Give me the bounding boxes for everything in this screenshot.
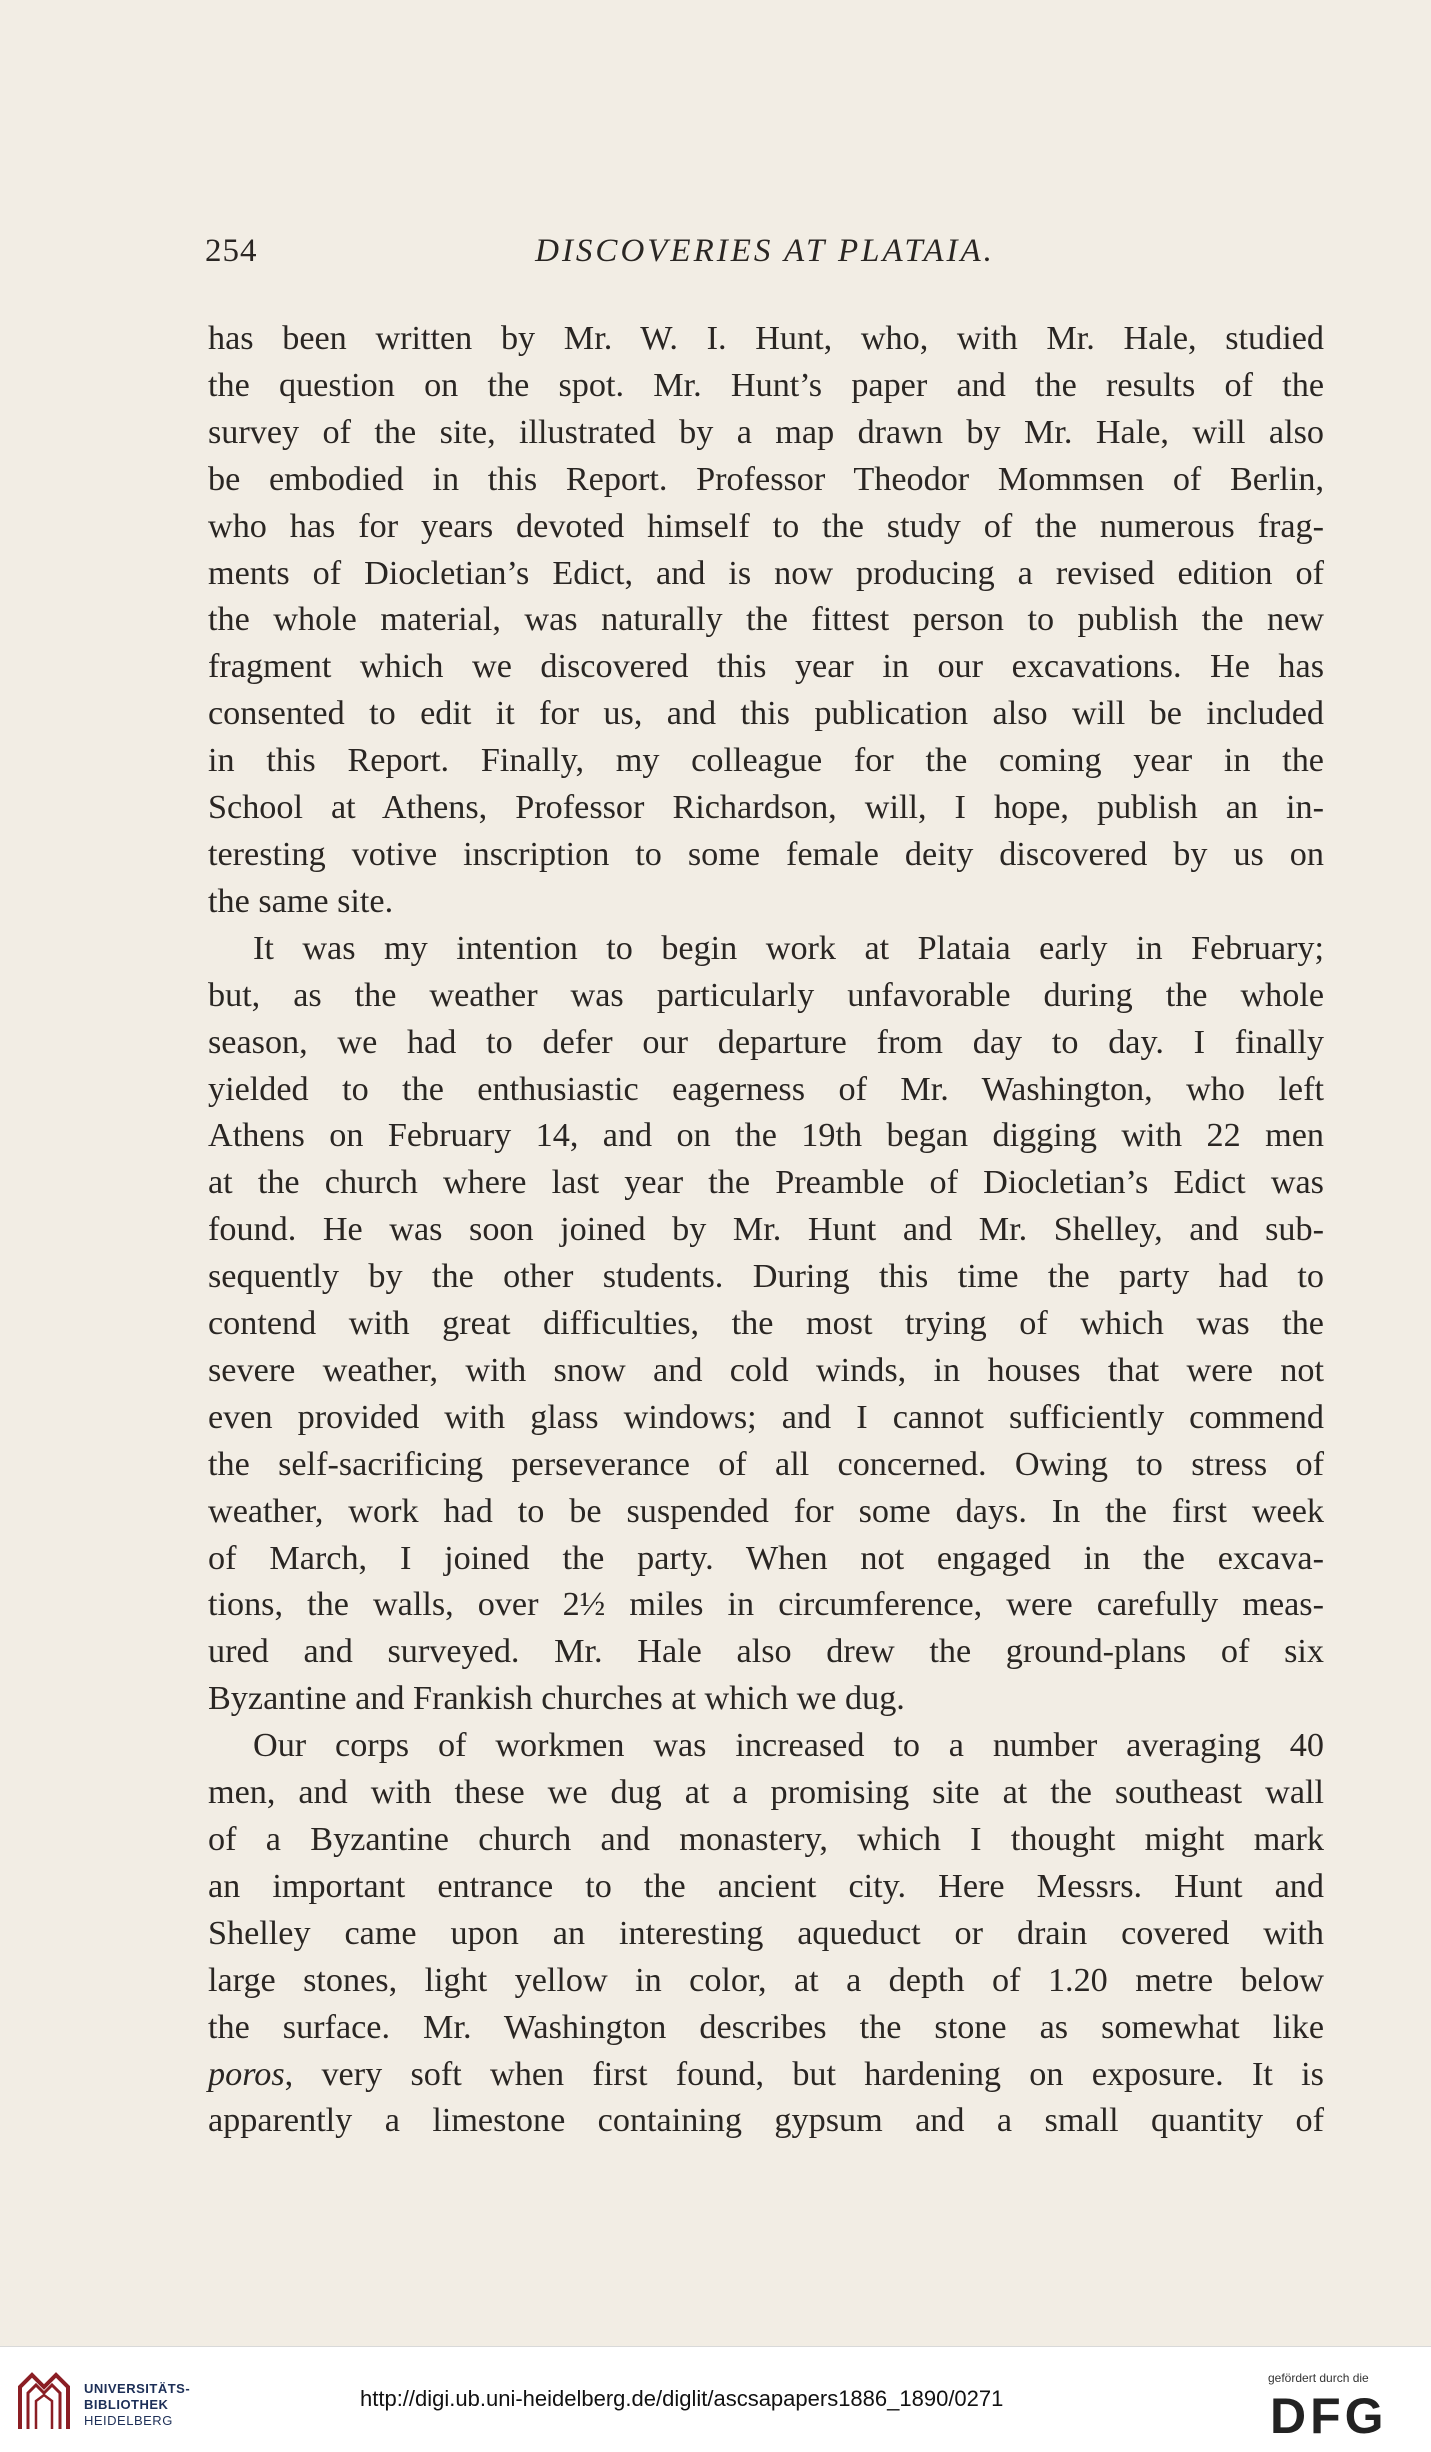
text-line: the self-sacrificing perseverance of all concerned. Owing to stress of: [208, 1445, 1324, 1483]
text-line: fragment which we discovered this year in our excavations. He has: [208, 648, 1324, 686]
page-header: [205, 233, 1325, 283]
text-line: apparently a limestone containing gypsum and a small quantity of: [208, 2102, 1324, 2140]
body-text: [208, 316, 1324, 2145]
text-line: It was my intention to begin work at Plataia early in February;: [253, 929, 1324, 967]
text-line: men, and with these we dug at a promising site at the southeast wall: [208, 1774, 1324, 1812]
text-line: Byzantine and Frankish churches at which we dug.: [208, 1680, 905, 1718]
text-line: poros, very soft when first found, but hardening on exposure. It is: [208, 2055, 1324, 2093]
text-line: who has for years devoted himself to the study of the numerous frag-: [208, 507, 1324, 545]
italic-term: poros: [208, 2055, 285, 2093]
text-line: Our corps of workmen was increased to a number averaging 40: [253, 1727, 1324, 1765]
text-line: Athens on February 14, and on the 19th began digging with 22 men: [208, 1117, 1324, 1155]
text-line: of March, I joined the party. When not engaged in the excava-: [208, 1539, 1324, 1577]
page-number: 254: [205, 233, 258, 269]
text-line: the whole material, was naturally the fittest person to publish the new: [208, 601, 1324, 639]
text-line: contend with great difficulties, the most trying of which was the: [208, 1305, 1324, 1343]
text-line: survey of the site, illustrated by a map drawn by Mr. Hale, will also: [208, 413, 1324, 451]
text-line: sequently by the other students. During this time the party had to: [208, 1258, 1324, 1296]
text-line: consented to edit it for us, and this publication also will be included: [208, 695, 1324, 733]
running-title: DISCOVERIES AT PLATAIA.: [535, 233, 995, 269]
text-line: be embodied in this Report. Professor Theodor Mommsen of Berlin,: [208, 460, 1324, 498]
text-line: ments of Diocletian’s Edict, and is now producing a revised edition of: [208, 554, 1324, 592]
text-line: School at Athens, Professor Richardson, will, I hope, publish an in-: [208, 789, 1324, 827]
text-line: severe weather, with snow and cold winds, in houses that were not: [208, 1351, 1324, 1389]
digitization-footer: [0, 2346, 1431, 2452]
text-line: tions, the walls, over 2½ miles in circumference, were carefully meas-: [208, 1586, 1324, 1624]
text-line: found. He was soon joined by Mr. Hunt and Mr. Shelley, and sub-: [208, 1211, 1324, 1249]
text-line: weather, work had to be suspended for some days. In the first week: [208, 1492, 1324, 1530]
text-line: large stones, light yellow in color, at a depth of 1.20 metre below: [208, 1961, 1324, 1999]
text-line: an important entrance to the ancient city. Here Messrs. Hunt and: [208, 1867, 1324, 1905]
library-name: [84, 2381, 190, 2429]
text-line: teresting votive inscription to some female deity discovered by us on: [208, 835, 1324, 873]
text-line: has been written by Mr. W. I. Hunt, who, with Mr. Hale, studied: [208, 320, 1324, 357]
source-url-link[interactable]: http://digi.ub.uni-heidelberg.de/diglit/ascsapapers1886_1890/0271: [360, 2386, 1004, 2411]
text-line: ured and surveyed. Mr. Hale also drew the ground-plans of six: [208, 1633, 1324, 1671]
dfg-logo-text: DFG: [1270, 2388, 1388, 2444]
text-line: the surface. Mr. Washington describes the stone as somewhat like: [208, 2008, 1324, 2046]
text-line: Shelley came upon an interesting aqueduct or drain covered with: [208, 1914, 1324, 1952]
text-line: at the church where last year the Preamble of Diocletian’s Edict was: [208, 1164, 1324, 1202]
text-line: yielded to the enthusiastic eagerness of Mr. Washington, who left: [208, 1070, 1324, 1108]
text-line: the question on the spot. Mr. Hunt’s paper and the results of the: [208, 366, 1324, 404]
text-line: the same site.: [208, 882, 394, 920]
university-library-logo-icon: [14, 2369, 74, 2435]
text-line: of a Byzantine church and monastery, which I thought might mark: [208, 1821, 1324, 1858]
text-line: even provided with glass windows; and I cannot sufficiently commend: [208, 1398, 1324, 1436]
funder-caption: gefördert durch die: [1268, 2371, 1369, 2385]
library-name-line: HEIDELBERG: [84, 2413, 173, 2428]
text-line: season, we had to defer our departure from day to day. I finally: [208, 1023, 1324, 1061]
library-name-line: UNIVERSITÄTS-: [84, 2381, 191, 2396]
text-line: in this Report. Finally, my colleague for the coming year in the: [208, 742, 1324, 780]
library-name-line: BIBLIOTHEK: [84, 2397, 169, 2412]
text-line: but, as the weather was particularly unfavorable during the whole: [208, 976, 1324, 1014]
